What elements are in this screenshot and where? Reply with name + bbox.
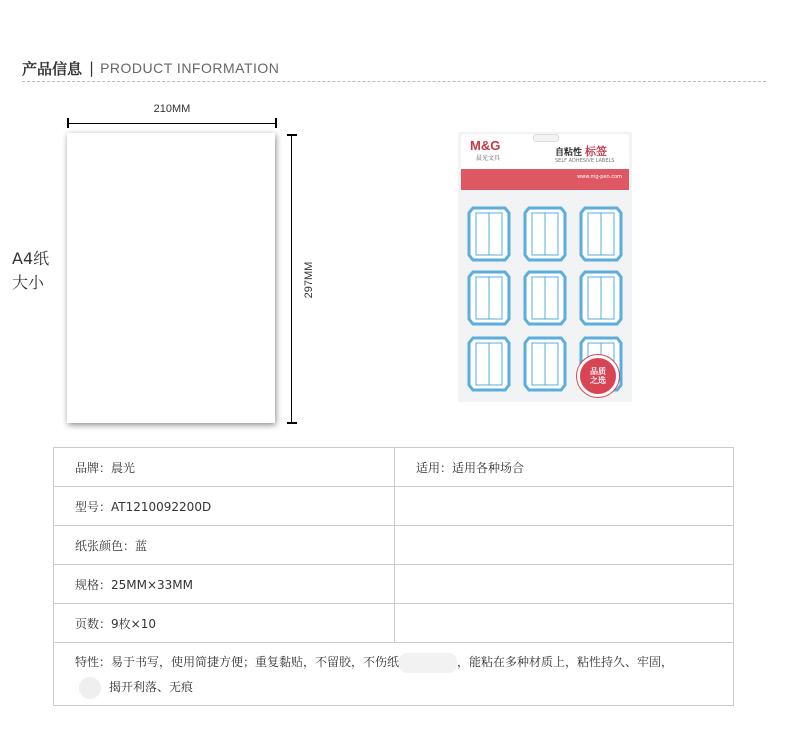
- table-row: [54, 565, 734, 604]
- quality-seal: [577, 355, 619, 397]
- features-text-2: ，能粘在多种材质上，粘性持久、牢固，: [457, 655, 674, 669]
- features-text-1: 特性：易于书写，使用简捷方便；重复黏贴，不留胶，不伤纸: [75, 655, 400, 669]
- table-row: [54, 448, 734, 487]
- paper-size-label-line1: A4纸: [12, 249, 50, 268]
- spec-usage: 适用：适用各种场合: [395, 448, 734, 487]
- spec-table: [53, 447, 734, 706]
- spec-size: 规格：25MM×33MM: [54, 565, 395, 604]
- spec-empty-cell: [395, 604, 734, 643]
- label-sticker: [523, 206, 567, 262]
- height-dimension-arrow: [287, 134, 297, 424]
- section-header: [22, 58, 279, 78]
- label-sticker: [467, 270, 511, 326]
- table-row: [54, 487, 734, 526]
- spec-empty-cell: [395, 526, 734, 565]
- features-text-3: 揭开利落、无痕: [109, 680, 194, 694]
- section-title-cn: 产品信息: [22, 59, 83, 78]
- spec-brand: 品牌：晨光: [54, 448, 395, 487]
- header-divider: [22, 81, 766, 82]
- label-sticker: [523, 336, 567, 392]
- product-photo: [458, 132, 632, 402]
- spec-count: 页数：9枚×10: [54, 604, 395, 643]
- blurred-region: [399, 653, 457, 673]
- package-title-b: 标签: [585, 145, 608, 158]
- package-title-a: 自粘性: [555, 148, 583, 158]
- width-dimension-label: 210MM: [153, 103, 191, 115]
- width-dimension-arrow: [67, 118, 277, 128]
- seal-line2: 之选: [590, 376, 606, 385]
- package-url: www.mg-pen.com: [577, 174, 622, 180]
- seal-line1: 品质: [590, 367, 606, 376]
- package-title-en: SELF ADHESIVE LABELS: [555, 158, 615, 164]
- table-row: [54, 643, 734, 706]
- package-title: [555, 143, 607, 159]
- spec-color: 纸张颜色：蓝: [54, 526, 395, 565]
- label-sticker: [579, 270, 623, 326]
- height-dimension-label: 297MM: [303, 261, 315, 299]
- a4-paper-sheet: [67, 133, 275, 423]
- blurred-region: [79, 677, 101, 699]
- title-separator: |: [89, 59, 95, 77]
- section-title-en: PRODUCT INFORMATION: [100, 60, 280, 76]
- spec-empty-cell: [395, 565, 734, 604]
- label-sticker: [467, 336, 511, 392]
- spec-empty-cell: [395, 487, 734, 526]
- label-sticker: [523, 270, 567, 326]
- hang-hole: [533, 134, 559, 142]
- paper-size-label: [12, 247, 49, 295]
- table-row: [54, 526, 734, 565]
- brand-subtitle: 晨光文具: [476, 155, 501, 162]
- table-row: [54, 604, 734, 643]
- brand-logo: M&G: [470, 138, 501, 153]
- spec-model: 型号：AT1210092200D: [54, 487, 395, 526]
- label-sticker: [467, 206, 511, 262]
- paper-size-label-line2: 大小: [12, 273, 45, 292]
- spec-features: [54, 643, 734, 706]
- label-sticker: [579, 206, 623, 262]
